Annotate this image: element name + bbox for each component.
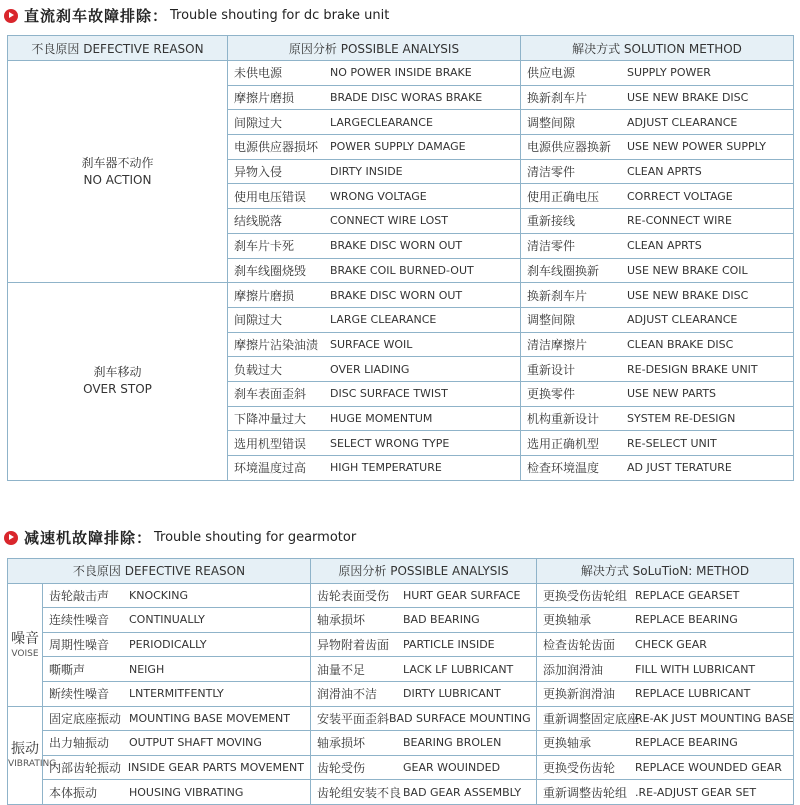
category-cell	[8, 583, 43, 706]
solution-cell	[521, 61, 794, 86]
analysis-cell	[311, 780, 537, 805]
analysis-cell	[228, 456, 521, 481]
zh-text: 更换轴承	[543, 613, 592, 628]
en-text: ADJUST CLEARANCE	[627, 115, 738, 129]
en-text: OUTPUT SHAFT MOVING	[129, 736, 262, 750]
en-text: ADJUST CLEARANCE	[627, 313, 738, 327]
gearmotor-title-zh: 减速机故障排除：	[24, 529, 153, 547]
zh-text: 重新调整固定底座	[543, 711, 640, 726]
zh-text: 齿轮表面受伤	[317, 588, 390, 603]
play-arrow-icon	[4, 9, 18, 23]
analysis-cell	[228, 135, 521, 160]
zh-text: 刹车片卡死	[234, 239, 295, 254]
header-solution-method: 解决方式 SOLUTION METHOD	[521, 36, 794, 61]
en-text: USE NEW BRAKE DISC	[627, 288, 749, 302]
zh-text: 齿轮组安装不良	[317, 785, 402, 800]
analysis-cell	[228, 332, 521, 357]
zh-text: 异物入侵	[234, 165, 283, 180]
table-row	[8, 608, 794, 633]
table-header-row	[8, 559, 794, 584]
header-possible-analysis: 原因分析 POSSIBLE ANALYSIS	[311, 559, 537, 584]
zh-text: 使用电压错误	[234, 189, 307, 204]
en-text: CORRECT VOLTAGE	[627, 189, 733, 203]
en-text: HUGE MOMENTUM	[330, 411, 433, 425]
zh-text: 刹车表面歪斜	[234, 387, 307, 402]
category-zh: 噪音	[11, 630, 39, 647]
en-text: LARGECLEARANCE	[330, 115, 433, 129]
en-text: CHECK GEAR	[635, 638, 707, 652]
en-text: BRAKE DISC WORN OUT	[330, 239, 463, 253]
analysis-cell	[228, 406, 521, 431]
en-text: OVER LIADING	[330, 362, 410, 376]
zh-text: 重新接线	[527, 214, 576, 229]
reason-cell	[43, 681, 311, 706]
zh-text: 重新调整齿轮组	[543, 785, 628, 800]
analysis-cell	[228, 184, 521, 209]
en-text: BAD SURFACE MOUNTING	[389, 711, 531, 725]
reason-cell	[43, 657, 311, 682]
en-text: USE NEW BRAKE COIL	[627, 263, 748, 277]
en-text: DIRTY INSIDE	[330, 165, 403, 179]
zh-text: 电源供应器损坏	[234, 140, 319, 155]
zh-text: 刹车线圈烧毁	[234, 263, 307, 278]
table-row	[8, 657, 794, 682]
solution-cell	[521, 159, 794, 184]
en-text: SELECT WRONG TYPE	[330, 436, 450, 450]
analysis-cell	[228, 431, 521, 456]
solution-cell	[537, 780, 794, 805]
reason-zh: 刹车器不动作	[81, 155, 154, 170]
zh-text: 更换零件	[527, 387, 576, 402]
zh-text: 下降冲量过大	[234, 411, 307, 426]
zh-text: 出力轴振动	[49, 736, 110, 751]
zh-text: 嘶嘶声	[49, 662, 86, 677]
table-row	[8, 780, 794, 805]
en-text: BRAKE DISC WORN OUT	[330, 288, 463, 302]
reason-cell	[43, 780, 311, 805]
analysis-cell	[311, 731, 537, 756]
brake-title-en: Trouble shouting for dc brake unit	[170, 8, 390, 23]
gearmotor-title-en: Trouble shouting for gearmotor	[154, 530, 357, 545]
analysis-cell	[228, 233, 521, 258]
en-text: LNTERMITFENTLY	[129, 687, 224, 701]
table-row	[8, 583, 794, 608]
table-row	[8, 61, 794, 86]
analysis-cell	[228, 307, 521, 332]
en-text: REPLACE BEARING	[635, 736, 738, 750]
en-text: USE NEW POWER SUPPLY	[627, 140, 766, 154]
zh-text: 更换新润滑油	[543, 687, 616, 702]
solution-cell	[521, 110, 794, 135]
zh-text: 齿轮敲击声	[49, 588, 110, 603]
en-text: SUPPLY POWER	[627, 66, 711, 80]
zh-text: 齿轮受伤	[317, 761, 366, 776]
analysis-cell	[311, 583, 537, 608]
zh-text: 清洁零件	[527, 165, 576, 180]
analysis-cell	[311, 681, 537, 706]
table-row	[8, 283, 794, 308]
table-row	[8, 706, 794, 731]
en-text: PERIODICALLY	[129, 638, 207, 652]
solution-cell	[521, 135, 794, 160]
zh-text: 油量不足	[317, 662, 366, 677]
solution-cell	[537, 731, 794, 756]
zh-text: 电源供应器换新	[527, 140, 612, 155]
en-text: HURT GEAR SURFACE	[403, 588, 521, 602]
defective-reason-cell	[8, 61, 228, 283]
solution-cell	[521, 184, 794, 209]
analysis-cell	[311, 657, 537, 682]
solution-cell	[521, 381, 794, 406]
en-text: CONNECT WIRE LOST	[330, 214, 448, 228]
zh-text: 摩擦片磨损	[234, 288, 295, 303]
zh-text: 调整间隙	[527, 313, 576, 328]
en-text: PARTICLE INSIDE	[403, 638, 495, 652]
header-defective-reason: 不良原因 DEFECTIVE REASON	[8, 559, 311, 584]
zh-text: 结线脱落	[234, 214, 283, 229]
reason-en: OVER STOP	[83, 382, 152, 397]
analysis-cell	[228, 209, 521, 234]
solution-cell	[537, 632, 794, 657]
category-cell	[8, 706, 57, 804]
gearmotor-troubleshooting-table	[7, 558, 794, 805]
en-text: KNOCKING	[129, 588, 188, 602]
reason-en: NO ACTION	[83, 172, 152, 187]
solution-cell	[521, 209, 794, 234]
en-text: USE NEW BRAKE DISC	[627, 91, 749, 105]
brake-title-zh: 直流刹车故障排除：	[24, 7, 169, 25]
en-text: BAD GEAR ASSEMBLY	[403, 785, 522, 799]
en-text: HOUSING VIBRATING	[129, 785, 244, 799]
zh-text: 使用正确电压	[527, 189, 600, 204]
zh-text: 未供电源	[234, 66, 283, 81]
play-arrow-icon	[4, 531, 18, 545]
solution-cell	[537, 681, 794, 706]
zh-text: 机构重新设计	[527, 411, 600, 426]
reason-cell	[43, 583, 311, 608]
solution-cell	[521, 406, 794, 431]
en-text: LACK LF LUBRICANT	[403, 662, 514, 676]
en-text: CONTINUALLY	[129, 613, 205, 627]
category-en: VIBRATING	[8, 759, 57, 770]
en-text: POWER SUPPLY DAMAGE	[330, 140, 466, 154]
zh-text: 清洁零件	[527, 239, 576, 254]
en-text: REPLACE WOUNDED GEAR	[635, 761, 782, 775]
solution-cell	[521, 357, 794, 382]
en-text: RE-CONNECT WIRE	[627, 214, 732, 228]
zh-text: 间隙过大	[234, 313, 283, 328]
en-text: REPLACE LUBRICANT	[635, 687, 751, 701]
en-text: HIGH TEMPERATURE	[330, 461, 442, 475]
zh-text: 检查环境温度	[527, 461, 600, 476]
zh-text: 刹车线圈换新	[527, 263, 600, 278]
zh-text: 内部齿轮振动	[49, 761, 122, 776]
analysis-cell	[228, 357, 521, 382]
analysis-cell	[228, 85, 521, 110]
reason-cell	[43, 632, 311, 657]
en-text: NEIGH	[129, 662, 165, 676]
zh-text: 调整间隙	[527, 115, 576, 130]
zh-text: 周期性噪音	[49, 638, 110, 653]
analysis-cell	[228, 159, 521, 184]
header-possible-analysis: 原因分析 POSSIBLE ANALYSIS	[228, 36, 521, 61]
zh-text: 本体振动	[49, 785, 98, 800]
header-solution-method: 解决方式 SoLuTioN: METHOD	[537, 559, 794, 584]
brake-section-title	[4, 5, 389, 26]
solution-cell	[537, 583, 794, 608]
solution-cell	[537, 706, 794, 731]
table-row	[8, 731, 794, 756]
zh-text: 摩擦片沾染油渍	[234, 337, 319, 352]
zh-text: 异物附着齿面	[317, 638, 390, 653]
zh-text: 清洁摩擦片	[527, 337, 588, 352]
en-text: SURFACE WOIL	[330, 337, 413, 351]
en-text: CLEAN BRAKE DISC	[627, 337, 734, 351]
zh-text: 环境温度过高	[234, 461, 307, 476]
en-text: USE NEW PARTS	[627, 387, 717, 401]
table-header-row	[8, 36, 794, 61]
analysis-cell	[228, 283, 521, 308]
en-text: RE-AK JUST MOUNTING BASE	[635, 711, 794, 725]
analysis-cell	[311, 755, 537, 780]
zh-text: 检查齿轮齿面	[543, 638, 616, 653]
en-text: LARGE CLEARANCE	[330, 313, 437, 327]
en-text: MOUNTING BASE MOVEMENT	[129, 711, 290, 725]
solution-cell	[521, 283, 794, 308]
category-en: VOISE	[11, 648, 39, 659]
en-text: GEAR WOUINDED	[403, 761, 501, 775]
zh-text: 供应电源	[527, 66, 576, 81]
zh-text: 选用机型错误	[234, 436, 307, 451]
en-text: CLEAN APRTS	[627, 165, 702, 179]
category-zh: 振动	[11, 741, 39, 758]
en-text: AD JUST TERATURE	[627, 461, 732, 475]
en-text: REPLACE BEARING	[635, 613, 738, 627]
zh-text: 摩擦片磨损	[234, 91, 295, 106]
analysis-cell	[228, 258, 521, 283]
reason-cell	[43, 608, 311, 633]
solution-cell	[521, 85, 794, 110]
brake-troubleshooting-table	[7, 35, 794, 481]
solution-cell	[537, 657, 794, 682]
solution-cell	[537, 608, 794, 633]
solution-cell	[521, 258, 794, 283]
zh-text: 负载过大	[234, 362, 283, 377]
reason-cell	[43, 755, 311, 780]
defective-reason-cell	[8, 283, 228, 481]
zh-text: 轴承损坏	[317, 736, 366, 751]
zh-text: 连续性噪音	[49, 613, 110, 628]
zh-text: 换新刹车片	[527, 91, 588, 106]
en-text: NO POWER INSIDE BRAKE	[330, 66, 472, 80]
solution-cell	[521, 233, 794, 258]
zh-text: 轴承损坏	[317, 613, 366, 628]
en-text: INSIDE GEAR PARTS MOVEMENT	[127, 761, 304, 775]
zh-text: 添加润滑油	[543, 662, 604, 677]
table-row	[8, 681, 794, 706]
solution-cell	[537, 755, 794, 780]
header-defective-reason: 不良原因 DEFECTIVE REASON	[8, 36, 228, 61]
en-text: SYSTEM RE-DESIGN	[627, 411, 736, 425]
zh-text: 润滑油不洁	[317, 687, 378, 702]
en-text: DIRTY LUBRICANT	[403, 687, 501, 701]
table-row	[8, 755, 794, 780]
analysis-cell	[228, 381, 521, 406]
zh-text: 更换受伤齿轮	[543, 761, 616, 776]
analysis-cell	[311, 706, 537, 731]
en-text: BEARING BROLEN	[403, 736, 502, 750]
solution-cell	[521, 431, 794, 456]
zh-text: 断续性噪音	[49, 687, 110, 702]
zh-text: 安装平面歪斜	[317, 711, 390, 726]
en-text: WRONG VOLTAGE	[330, 189, 427, 203]
reason-zh: 刹车移动	[93, 365, 142, 380]
zh-text: 间隙过大	[234, 115, 283, 130]
solution-cell	[521, 307, 794, 332]
analysis-cell	[228, 110, 521, 135]
zh-text: 选用正确机型	[527, 436, 600, 451]
en-text: BAD BEARING	[403, 613, 480, 627]
en-text: RE-DESIGN BRAKE UNIT	[627, 362, 758, 376]
analysis-cell	[311, 608, 537, 633]
en-text: FILL WITH LUBRICANT	[635, 662, 756, 676]
en-text: BRAKE COIL BURNED-OUT	[330, 263, 474, 277]
zh-text: 重新设计	[527, 362, 576, 377]
reason-cell	[43, 706, 311, 731]
en-text: REPLACE GEARSET	[635, 588, 740, 602]
en-text: .RE-ADJUST GEAR SET	[635, 785, 757, 799]
table-row	[8, 632, 794, 657]
reason-cell	[43, 731, 311, 756]
analysis-cell	[311, 632, 537, 657]
en-text: CLEAN APRTS	[627, 239, 702, 253]
en-text: DISC SURFACE TWIST	[330, 387, 448, 401]
solution-cell	[521, 332, 794, 357]
zh-text: 更换轴承	[543, 736, 592, 751]
en-text: BRADE DISC WORAS BRAKE	[330, 91, 483, 105]
analysis-cell	[228, 61, 521, 86]
zh-text: 固定底座振动	[49, 711, 122, 726]
gearmotor-section-title	[4, 527, 356, 548]
en-text: RE-SELECT UNIT	[627, 436, 717, 450]
solution-cell	[521, 456, 794, 481]
zh-text: 换新刹车片	[527, 288, 588, 303]
zh-text: 更换受伤齿轮组	[543, 588, 628, 603]
